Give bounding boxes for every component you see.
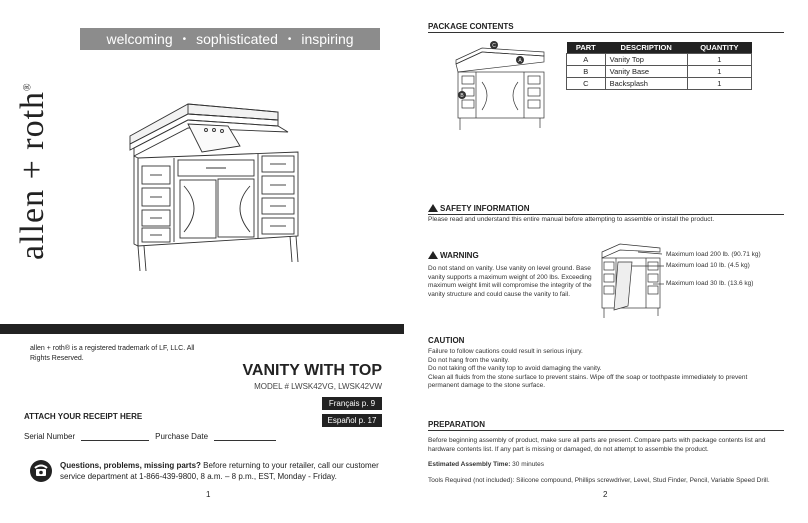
serial-number-field[interactable]: [81, 440, 149, 441]
table-row: [567, 66, 752, 78]
assembly-time: Estimated Assembly Time: 30 minutes: [428, 461, 544, 468]
caution-heading: CAUTION: [428, 336, 465, 345]
warning-heading: WARNING: [428, 251, 479, 260]
load-illustration: [598, 240, 668, 320]
brand-logo: [14, 32, 50, 272]
warning-text: Do not stand on vanity. Use vanity on level ground. Base vanity supports a maximum weight of 200 lbs. Exceeding maximum weight limit will compromise the integrity of the vanity structure and could cause the vanity to fail.: [428, 265, 592, 298]
caution-line: Do not taking off the vanity top to avoid damaging the vanity.: [428, 365, 602, 372]
serial-number-label: Serial Number: [24, 432, 76, 441]
caution-list: [428, 348, 768, 391]
part-cell: C: [567, 78, 606, 90]
purchase-date-label: Purchase Date: [155, 432, 209, 441]
page-number-left: 1: [206, 490, 211, 499]
tagline-item: inspiring: [301, 31, 354, 47]
quantity-cell: 1: [687, 66, 751, 78]
support-heading: Questions, problems, missing parts?: [60, 461, 201, 470]
table-row: [567, 54, 752, 66]
safety-heading: SAFETY INFORMATION: [428, 204, 784, 215]
package-illustration: [452, 40, 552, 132]
load-label-shelf: Maximum load 30 lb. (13.6 kg): [666, 280, 754, 287]
callout-b: B: [460, 93, 464, 99]
french-page-link[interactable]: Français p. 9: [322, 397, 382, 410]
bullet-icon: •: [182, 33, 187, 45]
description-cell: Vanity Base: [605, 66, 687, 78]
table-row: [567, 78, 752, 90]
support-body: Before returning to your retailer, call our customer service department at 1-866-439-9800, 8 a.m. – 8 p.m., EST, Monday - Friday.: [60, 461, 379, 481]
bullet-icon: •: [287, 33, 292, 45]
callout-a: A: [518, 58, 522, 64]
page-number-right: 2: [603, 490, 608, 499]
package-contents-heading: PACKAGE CONTENTS: [428, 22, 784, 33]
quantity-cell: 1: [687, 54, 751, 66]
part-cell: B: [567, 66, 606, 78]
vanity-illustration: [128, 96, 318, 286]
callout-c: C: [492, 43, 496, 49]
description-cell: Backsplash: [605, 78, 687, 90]
warning-icon: [428, 251, 438, 259]
caution-line: Failure to follow cautions could result in serious injury.: [428, 348, 583, 355]
load-label-top: Maximum load 200 lb. (90.71 kg): [666, 251, 761, 258]
warning-icon: [428, 204, 438, 212]
spanish-page-link[interactable]: Español p. 17: [322, 414, 382, 427]
load-label-drawer: Maximum load 10 lb. (4.5 kg): [666, 262, 750, 269]
preparation-heading: PREPARATION: [428, 420, 784, 431]
preparation-text: Before beginning assembly of product, make sure all parts are present. Compare parts with package contents list and hardware contents list. If any part is missing or damaged, do not attempt to assemble the product.: [428, 437, 766, 453]
column-header: QUANTITY: [687, 42, 751, 54]
product-title: VANITY WITH TOP: [242, 362, 382, 379]
column-header: DESCRIPTION: [605, 42, 687, 54]
receipt-fields: [24, 432, 284, 441]
description-cell: Vanity Top: [605, 54, 687, 66]
caution-line: Do not hang from the vanity.: [428, 356, 510, 364]
tagline-item: sophisticated: [196, 31, 278, 47]
tagline-item: welcoming: [106, 31, 173, 47]
model-number: MODEL # LWSK42VG, LWSK42VW: [254, 382, 382, 391]
purchase-date-field[interactable]: [214, 440, 276, 441]
divider-band: [0, 324, 404, 334]
support-text: [60, 460, 380, 482]
tagline-bar: [80, 28, 380, 50]
trademark-notice: allen + roth® is a registered trademark of LF, LLC. All Rights Reserved.: [30, 345, 195, 362]
brand-name: allen + roth®: [14, 82, 51, 260]
part-cell: A: [567, 54, 606, 66]
column-header: PART: [567, 42, 606, 54]
phone-icon: [30, 460, 52, 482]
quantity-cell: 1: [687, 78, 751, 90]
caution-line: Clean all fluids from the stone surface to prevent stains. Wipe off the soap or toothpaste immediately to prevent permanent damage to the stone surface.: [428, 373, 748, 389]
receipt-heading: ATTACH YOUR RECEIPT HERE: [24, 412, 143, 421]
tools-required: Tools Required (not included): Silicone compound, Phillips screwdriver, Level, Stud Finder, Pencil, Variable Speed Drill.: [428, 477, 770, 484]
safety-text: Please read and understand this entire manual before attempting to assemble or install the product.: [428, 216, 715, 223]
parts-table: [566, 42, 752, 90]
